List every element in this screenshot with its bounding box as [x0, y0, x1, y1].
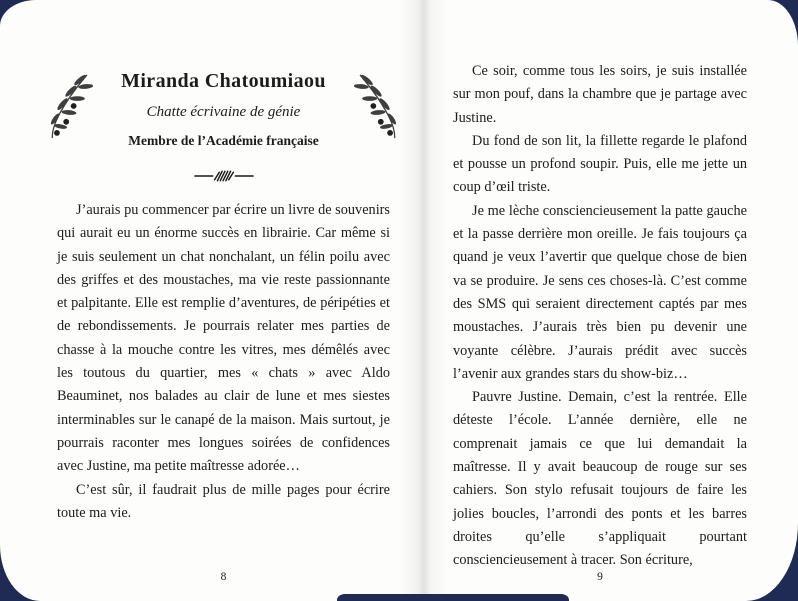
rope-divider-icon — [57, 169, 390, 183]
chapter-header — [57, 70, 390, 149]
page-gutter-shadow — [400, 0, 448, 601]
paragraph: Je me lèche consciencieusement la patte gauche et la passe derrière mon oreille. Je fais toujours ça quand je veux l’avertir que quelque chose de bien va se produire. Je sens ces choses-là. C’est comme des SMS qui seraient directement captés par mes moustaches. J’aurais très bien pu devenir une voyante célèbre. J’aurais prédit avec succès l’avenir aux grandes stars du show-biz… — [453, 202, 747, 382]
paragraph: Ce soir, comme tous les soirs, je suis installée sur mon pouf, dans la chambre que je partage avec Justine. — [453, 63, 747, 126]
page-right — [453, 0, 747, 601]
left-page-body — [57, 199, 390, 525]
olive-branch-right-icon — [352, 70, 404, 147]
page-bottom-shadow — [337, 594, 569, 601]
header-text-block — [57, 70, 390, 149]
paragraph: Du fond de son lit, la fillette regarde le plafond et pousse un profond soupir. Puis, elle me jette un coup d’œil triste. — [453, 132, 747, 196]
olive-branch-left-icon — [43, 70, 95, 147]
page-number-left: 8 — [220, 571, 227, 583]
paragraph: J’aurais pu commencer par écrire un livre de souvenirs qui aurait eu un énorme succès en librairie. Car même si je suis seulement un chat nonchalant, un félin poilu avec des griffes et des moustaches, ma vie reste passionnante et palpitante. Elle est remplie d’aventures, de péripéties et de rebondissements. Je pourrais relater mes parties de chasse à la mouche contre les vitres, mes démêlés avec les toutous du quartier, mes « chats » avec Aldo Beauminet, nos balades au clair de lune et mes siestes interminables sur le canapé de la maison. Mais surtout, je pourrais raconter mes longues soirées de confidences avec Justine, ma petite maîtresse adorée… — [57, 202, 390, 475]
chapter-title: Miranda Chatoumiaou — [121, 70, 326, 92]
right-page-body — [453, 60, 747, 573]
chapter-subtitle: Chatte écrivaine de génie — [146, 104, 301, 120]
paragraph: C’est sûr, il faudrait plus de mille pages pour écrire toute ma vie. — [57, 481, 390, 521]
page-number-right: 9 — [597, 571, 603, 583]
chapter-affiliation: Membre de l’Académie française — [128, 133, 319, 148]
paragraph: Pauvre Justine. Demain, c’est la rentrée. Elle déteste l’école. L’année dernière, elle ne comprenait jamais ce que lui demandait la maîtresse. Il y avait beaucoup de rouge sur ses cahiers. Son stylo refusait toujours de faire les jolies boucles, l’arrondi des ponts et les barres droites qu’elle s’appliquait pourtant consciencieusement à tracer. Son écriture, — [453, 389, 747, 569]
page-left — [57, 0, 390, 601]
